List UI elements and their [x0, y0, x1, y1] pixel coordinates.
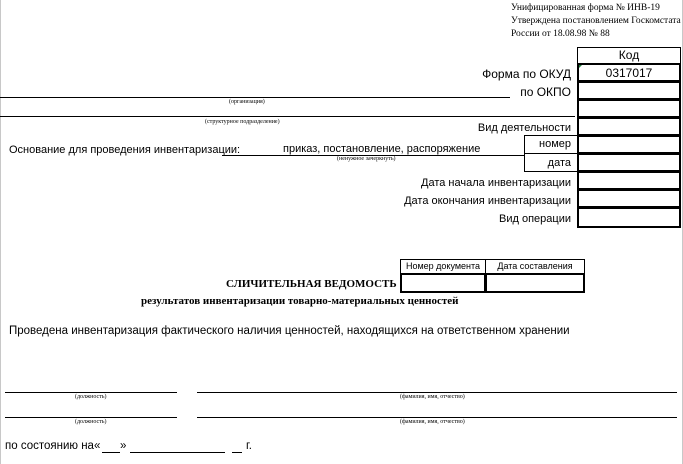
doc-date-header: Дата составления — [485, 259, 585, 274]
organization-field[interactable] — [0, 97, 510, 98]
end-date-code-cell[interactable] — [577, 189, 681, 208]
basis-label: Основание для проведения инвентаризации: — [9, 144, 241, 156]
as-of-label: по состоянию на — [5, 440, 94, 452]
position-caption-2: (должность) — [75, 419, 107, 425]
position-field-2[interactable] — [5, 417, 177, 418]
okud-code-cell[interactable]: 0317017 — [577, 63, 681, 82]
activity-label: Вид деятельности — [477, 122, 571, 134]
name-caption-1: (фамилия, имя, отчество) — [400, 394, 465, 400]
okpo-code-cell[interactable] — [577, 81, 681, 100]
okud-label: Форма по ОКУД — [482, 67, 571, 81]
date-code-cell[interactable] — [577, 153, 681, 172]
doc-number-input[interactable] — [400, 273, 486, 293]
month-field[interactable] — [130, 452, 225, 453]
activity-code-cell[interactable] — [577, 117, 681, 136]
division-field[interactable] — [0, 116, 575, 117]
number-code-cell[interactable] — [577, 135, 681, 154]
doc-type-caption: (ненужное зачеркнуть) — [337, 156, 396, 162]
number-label: номер — [539, 138, 571, 150]
year-suffix: г. — [246, 440, 252, 452]
position-field-1[interactable] — [5, 392, 177, 393]
position-caption-1: (должность) — [75, 394, 107, 400]
doc-date-input[interactable] — [485, 273, 585, 293]
doc-number-header: Номер документа — [400, 259, 486, 274]
empty-code-cell[interactable] — [577, 99, 681, 118]
name-caption-2: (фамилия, имя, отчество) — [400, 419, 465, 425]
date-label: дата — [547, 157, 571, 169]
start-date-code-cell[interactable] — [577, 171, 681, 190]
quote-open: « — [94, 440, 101, 452]
quote-close: » — [120, 440, 127, 452]
operation-code-cell[interactable] — [577, 207, 681, 228]
inventory-statement: Проведена инвентаризация фактического наличия ценностей, находящихся на ответственном хранении — [9, 325, 570, 337]
okpo-label: по ОКПО — [520, 85, 571, 99]
code-header-cell: Код — [577, 47, 681, 64]
operation-label: Вид операции — [499, 213, 571, 225]
day-field[interactable] — [102, 452, 120, 453]
name-field-1[interactable] — [197, 392, 677, 393]
division-caption: (структурное подразделение) — [205, 119, 280, 125]
form-header-line3: России от 18.08.98 № 88 — [511, 29, 610, 39]
page-left-edge — [0, 0, 1, 464]
name-field-2[interactable] — [197, 417, 677, 418]
document-title: СЛИЧИТЕЛЬНАЯ ВЕДОМОСТЬ — [226, 278, 397, 290]
document-subtitle: результатов инвентаризации товарно-материальных ценностей — [141, 295, 459, 307]
form-header-line2: Утверждена постановлением Госкомстата — [511, 16, 681, 26]
basis-value: приказ, постановление, распоряжение — [283, 143, 481, 155]
organization-caption: (организация) — [229, 99, 265, 105]
year-field[interactable] — [232, 452, 242, 453]
end-date-label: Дата окончания инвентаризации — [404, 195, 571, 207]
form-header-line1: Унифицированная форма № ИНВ-19 — [511, 3, 660, 13]
start-date-label: Дата начала инвентаризации — [421, 177, 571, 189]
